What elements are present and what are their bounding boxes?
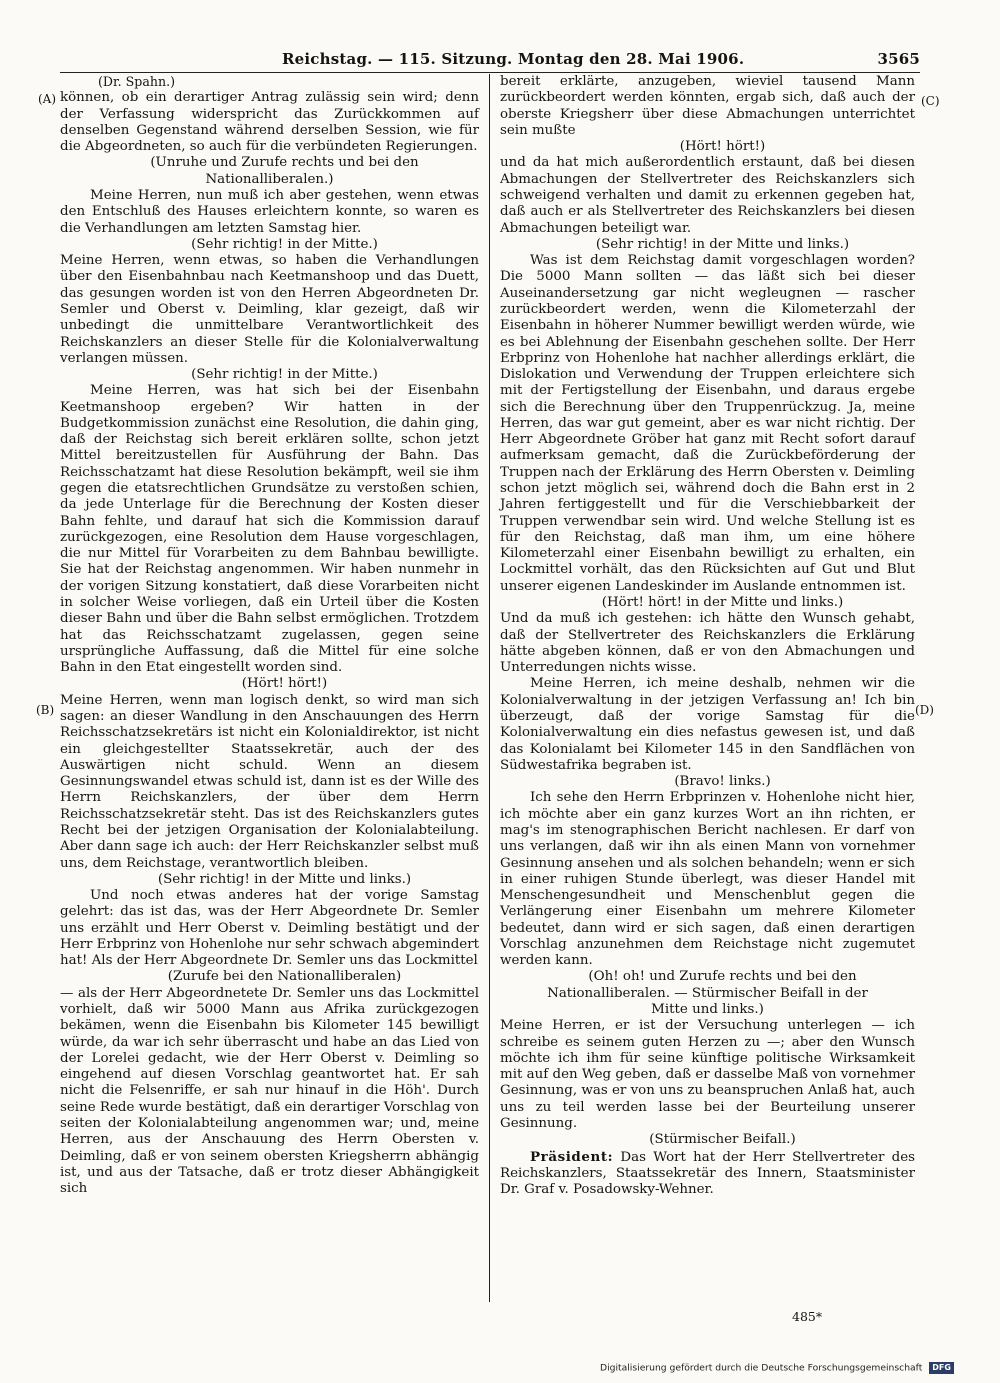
running-title: Reichstag. — 115. Sitzung. Montag den 28. Mai 1906. (282, 50, 745, 68)
margin-marker-a: (A) (38, 92, 57, 106)
interjection: (Sehr richtig! in der Mitte und links.) (595, 236, 850, 252)
speech-paragraph: — als der Herr Abgeordnetete Dr. Semler uns das Lockmittel vorhielt, daß wir 5000 Mann aus Afrika zurückgezogen bekämen, wenn die Eisenbahn bis Kilometer 145 bewilligt würde, da war ich sehr überrascht und habe an das Lied von der Lorelei gedacht, wie der Herr Oberst v. Deimling so eingehend auf diesen Vorschlag geantwortet hat. Er sah nicht die Felsenriffe, er sah nur hinauf in die Höh'. Durch seine Rede wurde bestätigt, daß ein derartiger Vorschlag von seiten der Kolonialabteilung angenommen war; und, meine Herren, aus der Anschauung des Herrn Obersten v. Deimling, daß er von seinem obersten Kriegsherrn abhängig ist, und aus der Tatsache, daß er trotz dieser Abhängigkeit sich (60, 985, 479, 1197)
speech-paragraph: Was ist dem Reichstag damit vorgeschlagen worden? Die 5000 Mann sollten — das läßt sich bei dieser Auseinandersetzung gar nicht wegleugnen — rascher zurückbeordert werden, wenn die Kilometerzahl der Eisenbahn in höherer Nummer bewilligt werden würde, wie es bei Ablehnung der Eisenbahn geschehen sollte. Der Herr Erbprinz von Hohenlohe hat nachher allerdings erklärt, die Dislokation und Verwendung der Truppen erleichtere sich mit der Fertigstellung der Eisenbahn, und daraus ergebe sich die Berechnung über den Truppenrückzug. Ja, meine Herren, das war gut gemeint, aber es war nicht richtig. Der Herr Abgeordnete Gröber hat ganz mit Recht sofort darauf aufmerksam gemacht, daß die Zurückbeförderung der Truppen nach der Erklärung des Herrn Obersten v. Deimling schon jetzt möglich sei, während doch die Bahn erst in 2 Jahren fertiggestellt und für die Verschiebbarkeit der Truppen verwendbar sein wird. Und welche Stellung ist es für den Reichstag, daß man ihm, um eine höhere Kilometerzahl einer Eisenbahn bewilligt zu erhalten, ein Lockmittel vorhält, das den Rücksichten auf Gut und Blut unserer eigenen Landeskinder im Auslande entnommen ist. (500, 253, 915, 594)
speech-paragraph: und da hat mich außerordentlich erstaunt, daß bei diesen Abmachungen der Stellvertreter des Reichskanzlers sich schweigend verhalten und damit zu erkennen gegeben hat, daß auch er als Stellvertreter des Reichskanzlers bei diesen Abmachungen beteiligt war. (500, 155, 915, 236)
interjection: (Hört! hört!) (241, 676, 328, 692)
speech-paragraph: Und noch etwas anderes hat der vorige Samstag gelehrt: das ist das, was der Herr Abgeordnete Dr. Semler uns erzählt und Herr Oberst v. Deimling bestätigt und der Herr Erbprinz von Hohenlohe nur sehr schwach abgemindert hat! Als der Herr Abgeordnete Dr. Semler uns das Lockmittel (60, 888, 479, 969)
speech-paragraph: Meine Herren, was hat sich bei der Eisenbahn Keetmanshoop ergeben? Wir hatten in der Budgetkommission zunächst eine Resolution, die dahin ging, daß der Reichstag sich bereit erklären sollte, schon jetzt Mittel bereitzustellen für Ausführung der Bahn. Das Reichsschatzamt hat diese Resolution bekämpft, weil sie ihm gegen die etatsrechtlichen Grundsätze zu verstoßen schien, da jede Unterlage für die Berechnung der Kosten dieser Bahn fehlte, und darauf hat sich die Kommission darauf zurückgezogen, eine Resolution dem Hause vorgeschlagen, die nur Mittel für Vorarbeiten zu dem Bahnbau bewilligte. Sie hat der Reichstag angenommen. Wir haben nunmehr in der vorigen Sitzung konstatiert, daß diese Vorarbeiten nicht in solcher Weise vorliegen, daß ein Urteil über die Kosten dieser Bahn und über die Bahn selbst ermöglichen. Trotzdem hat das Reichsschatzamt zugelassen, gegen seine ursprüngliche Auffassung, daß die Mittel für eine solche Bahn in den Etat eingestellt worden sind. (60, 383, 479, 676)
president-statement (500, 1149, 915, 1199)
speaker-label: (Dr. Spahn.) (98, 74, 175, 89)
footer-text: Digitalisierung gefördert durch die Deutsche Forschungsgemeinschaft (600, 1362, 923, 1374)
left-column (60, 74, 479, 1197)
interjection: (Hört! hört!) (679, 139, 766, 155)
right-column (500, 74, 915, 1198)
interjection: (Zurufe bei den Nationalliberalen) (167, 969, 402, 985)
speech-paragraph: Meine Herren, er ist der Versuchung unterlegen — ich schreibe es seinem guten Herzen zu —; aber den Wunsch möchte ich ihm für seine künftige politische Wirksamkeit mit auf den Weg geben, daß er dasselbe Maß von vornehmer Gesinnung, was er von uns zu beanspruchen Anlaß hat, auch uns zu teil werden lasse bei der Beurteilung unserer Gesinnung. (500, 1018, 915, 1131)
president-label: Präsident: (530, 1148, 614, 1165)
interjection: (Stürmischer Beifall.) (649, 1132, 796, 1148)
speech-paragraph: bereit erklärte, anzugeben, wieviel tausend Mann zurückbeordert werden könnten, ergab sich, daß auch der oberste Kriegsherr über diese Abmachungen unterrichtet sein mußte (500, 74, 915, 138)
speech-paragraph: Meine Herren, wenn man logisch denkt, so wird man sich sagen: an dieser Wandlung in den Anschauungen des Herrn Reichsschatzsekretärs ist nicht ein Kolonialdirektor, ist nicht ein gleichgestellter Staatssekretär, auch der des Auswärtigen nicht schuld. Wenn an diesem Gesinnungswandel etwas schuld ist, dann ist es der Wille des Herrn Reichskanzlers, der über dem Herrn Reichsschatzsekretär steht. Das ist des Reichskanzlers gutes Recht bei der jetzigen Organisation der Kolonialabteilung. Aber dann sage ich auch: der Herr Reichskanzler selbst muß uns, dem Reichstage, verantwortlich bleiben. (60, 692, 479, 871)
speech-paragraph: können, ob ein derartiger Antrag zulässig sein wird; denn der Verfassung widerspricht das Zurückkommen auf denselben Gegenstand während derselben Session, wie für die Abgeordneten, so auch für die verbündeten Regierungen. (60, 90, 479, 155)
interjection: (Hört! hört! in der Mitte und links.) (601, 595, 844, 610)
speech-paragraph: Ich sehe den Herrn Erbprinzen v. Hohenlohe nicht hier, ich möchte aber ein ganz kurzes Wort an ihn richten, er mag's im stenographischen Bericht nachlesen. Er darf von uns verlangen, daß wir ihn als einen Mann von vornehmer Gesinnung ansehen und als solchen behandeln; wenn er sich in einer ruhigen Stunde überlegt, was dieser Handel mit Menschengesundheit und Menschenblut gegen die Verlängerung einer Eisenbahn um mehrere Kilometer bedeutet, dann wird er sich sagen, daß einen derartigen Vorschlag anzunehmen dem Reichstage nicht zugemutet werden kann. (500, 790, 915, 969)
interjection: (Bravo! links.) (674, 774, 771, 790)
page-header (60, 48, 920, 72)
dfg-logo-icon: DFG (929, 1362, 954, 1374)
speech-paragraph: Meine Herren, wenn etwas, so haben die Verhandlungen über den Eisenbahnbau nach Keetmanshoop und das Duett, das gesungen worden ist von den Herren Abgeordneten Dr. Semler und Oberst v. Deimling, klar gezeigt, daß wir unbedingt die unmittelbare Verantwortlichkeit des Reichskanzlers an dieser Stelle für die Kolonialverwaltung verlangen müssen. (60, 253, 479, 366)
speech-paragraph: Und da muß ich gestehen: ich hätte den Wunsch gehabt, daß der Stellvertreter des Reichskanzlers die Erklärung hätte abgeben können, daß er von den Abmachungen und Unterredungen nichts wisse. (500, 611, 915, 676)
president-text: Das Wort hat der Herr Stellvertreter des Reichskanzlers, Staatssekretär des Innern, Staatsminister Dr. Graf v. Posadowsky-Wehner. (500, 1149, 915, 1198)
interjection: (Oh! oh! und Zurufe rechts und bei den Nationalliberalen. — Stürmischer Beifall in der Mitte und links.) (547, 969, 868, 1018)
page-number: 3565 (877, 50, 920, 68)
interjection: (Unruhe und Zurufe rechts und bei den Nationalliberalen.) (150, 155, 419, 187)
margin-marker-c: (C) (921, 94, 940, 108)
margin-marker-d: (D) (915, 703, 934, 717)
interjection: (Sehr richtig! in der Mitte.) (191, 367, 378, 383)
interjection: (Sehr richtig! in der Mitte und links.) (157, 871, 412, 887)
header-rule (60, 72, 920, 73)
interjection: (Sehr richtig! in der Mitte.) (191, 236, 378, 252)
signature-mark: 485* (792, 1309, 823, 1324)
column-divider (489, 74, 490, 1302)
speech-paragraph: Meine Herren, ich meine deshalb, nehmen wir die Kolonialverwaltung in der jetzigen Verfassung an! Ich bin überzeugt, daß der vorige Samstag für die Kolonialverwaltung ein dies nefastus gewesen ist, und daß das Kolonialamt bei Kilometer 145 in den Sandflächen von Südwestafrika begraben ist. (500, 676, 915, 773)
margin-marker-b: (B) (36, 703, 55, 717)
speech-paragraph: Meine Herren, nun muß ich aber gestehen, wenn etwas den Entschluß des Hauses erleichtern konnte, so waren es die Verhandlungen am letzten Samstag hier. (60, 187, 479, 236)
footer-credit (600, 1362, 954, 1374)
